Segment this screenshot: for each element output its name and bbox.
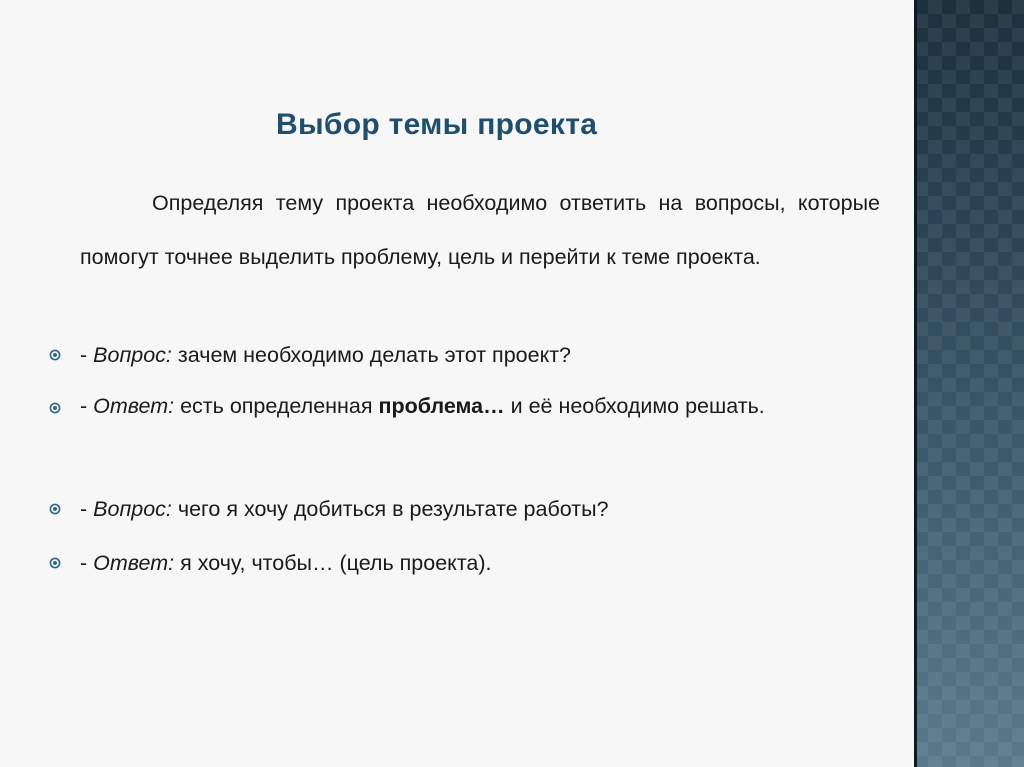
answer-label: Ответ: xyxy=(93,551,175,575)
bullet-emphasis: проблема… xyxy=(378,394,505,418)
circled-dot-bullet-icon xyxy=(49,557,61,569)
bullet-text xyxy=(80,383,881,429)
bullet-prefix: - xyxy=(80,343,94,367)
bullet-item-1 xyxy=(49,330,881,380)
bullet-prefix: - xyxy=(80,497,94,521)
bullet-prefix: - xyxy=(80,551,94,575)
circled-dot-bullet-icon xyxy=(49,402,61,414)
bullet-prefix: - xyxy=(80,394,94,418)
bullet-item-3 xyxy=(49,484,881,534)
bullet-body: зачем необходимо делать этот проект? xyxy=(171,343,572,367)
decorative-side-panel xyxy=(914,0,1024,767)
bullet-item-4 xyxy=(49,538,881,588)
bullet-body: я хочу, чтобы… (цель проекта). xyxy=(174,551,492,575)
bullet-text xyxy=(80,330,881,380)
circled-dot-bullet-icon xyxy=(49,349,61,361)
diamond-pattern xyxy=(914,0,1024,767)
circled-dot-bullet-icon xyxy=(49,503,61,515)
question-label: Вопрос: xyxy=(93,343,172,367)
answer-label: Ответ: xyxy=(93,394,175,418)
question-label: Вопрос: xyxy=(93,497,172,521)
bullet-text xyxy=(80,538,881,588)
slide-title: Выбор темы проекта xyxy=(276,108,598,141)
bullet-body: чего я хочу добиться в результате работы? xyxy=(171,497,609,521)
side-panel-divider xyxy=(914,0,917,767)
bullet-text xyxy=(80,484,881,534)
bullet-body-after: и её необходимо решать. xyxy=(504,394,765,418)
bullet-body-before: есть определенная xyxy=(174,394,379,418)
intro-paragraph: Определяя тему проекта необходимо ответить на вопросы, которые помогут точнее выделить проблему, цель и перейти к теме проекта. xyxy=(80,191,880,269)
bullet-item-2 xyxy=(49,383,881,429)
